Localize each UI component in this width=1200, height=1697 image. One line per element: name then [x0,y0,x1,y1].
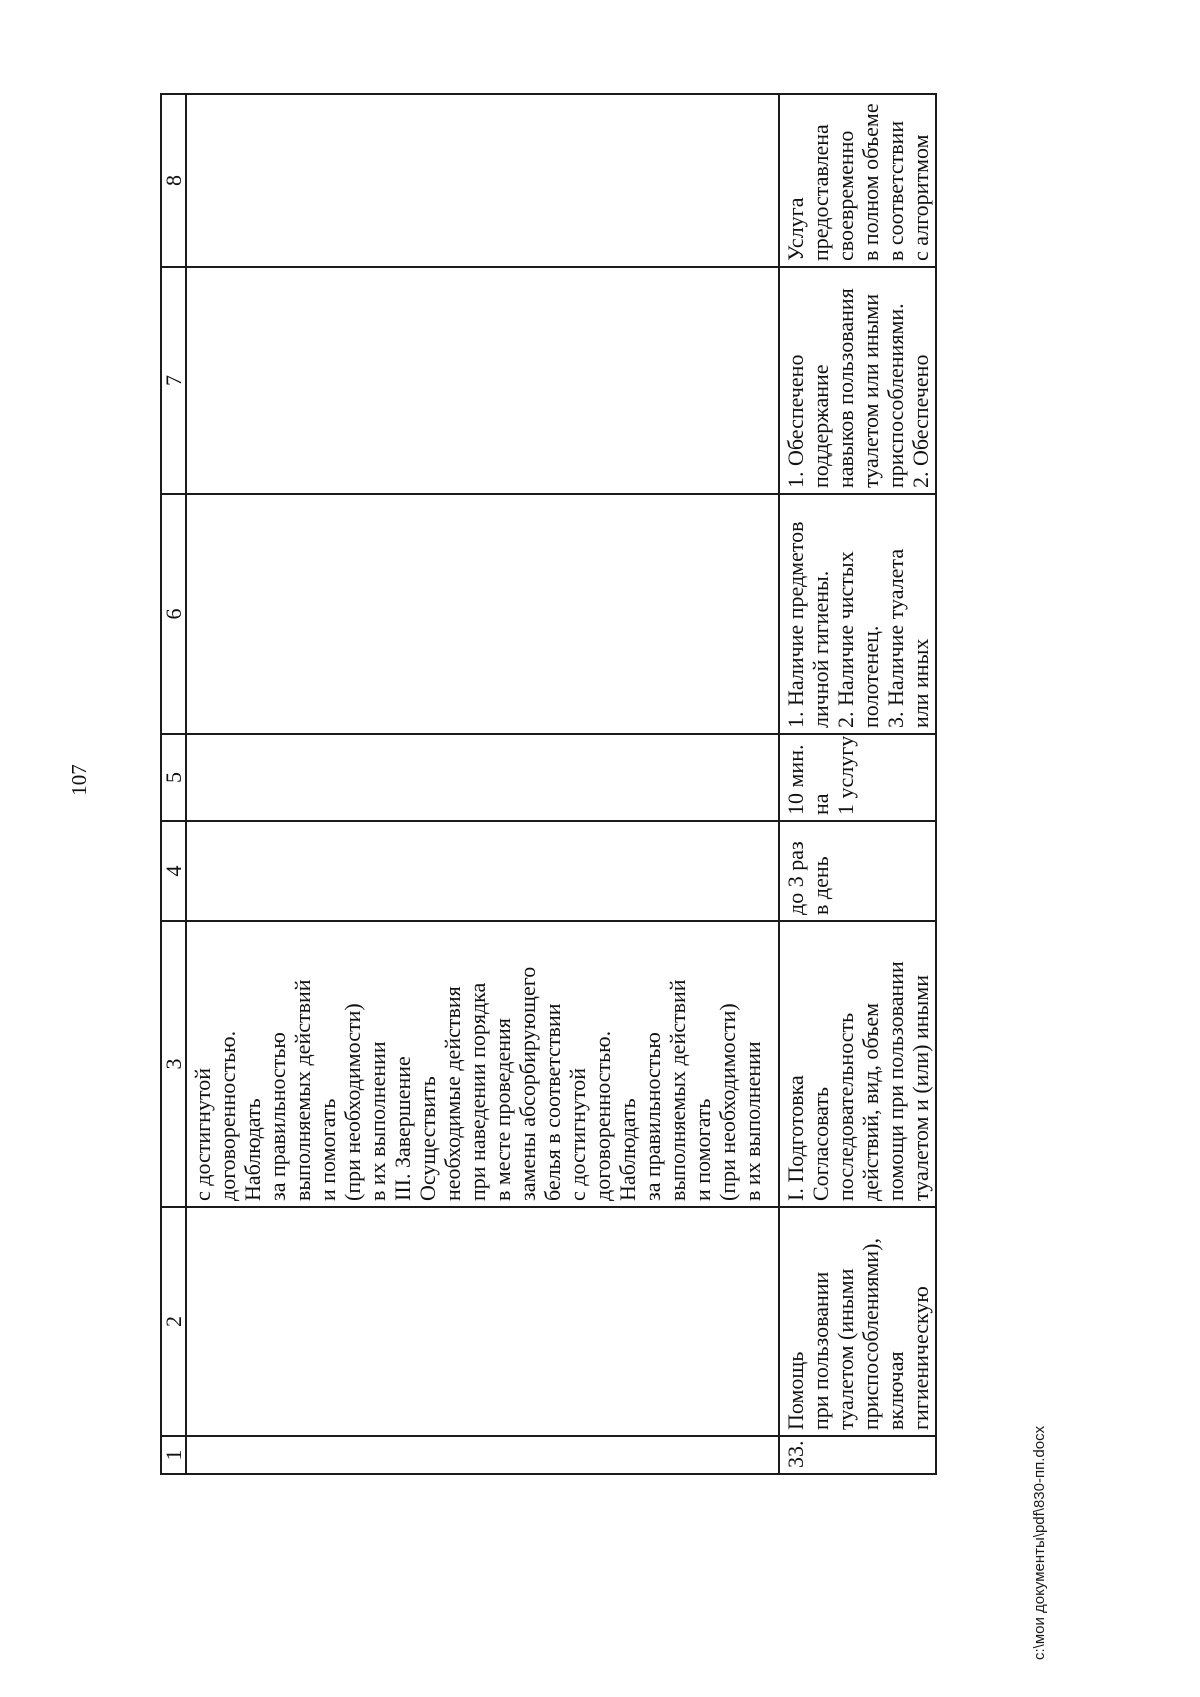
text-line: в полном объеме [858,103,883,261]
text-line: за правильностью [640,1032,665,1201]
text-line: туалетом и (или) иными [908,974,933,1201]
cell-row1-col6 [186,494,779,734]
text-line: 1. Обеспечено [783,354,808,488]
text-line: 1 услугу [833,735,858,815]
text-line: замены абсорбирующего [515,966,540,1201]
cell-row2-col7 [779,267,936,494]
text-line: последовательность [833,1012,858,1201]
text-line: в соответствии [883,120,908,261]
text-line: белья в соответствии [540,1003,565,1201]
text-line: на [808,793,833,815]
text-line: договоренностью. [215,1030,240,1201]
text-line: или иных [908,638,933,728]
text-line: личной гигиены. [808,570,833,728]
text-line: в их выполнении [740,1041,765,1201]
column-number-8: 8 [161,94,186,267]
text-line: предоставлена [808,124,833,261]
text-line: III. Завершение [390,1056,415,1201]
text-line: 33. [783,1440,808,1468]
column-number-4: 4 [161,821,186,921]
text-line: гигиеническую [908,1286,933,1430]
table-row [779,94,936,1474]
table-row [186,94,779,1474]
text-line: 2. Обеспечено [908,354,933,488]
text-line: Наблюдать [615,1098,640,1201]
text-line: с достигнутой [565,1067,590,1201]
column-number-6: 6 [161,494,186,734]
text-line: действий, вид, объем [858,1002,883,1201]
cell-row2-col1 [779,1436,936,1474]
text-line: в день [808,856,833,915]
text-line: выполняемых действий [665,979,690,1201]
cell-row2-col8 [779,94,936,267]
text-line: Услуга [783,197,808,261]
text-line: поддержание [808,364,833,488]
text-line: навыков пользования [833,288,858,488]
text-line: Помощь [783,1351,808,1430]
cell-row1-col8 [186,94,779,267]
text-line: с достигнутой [190,1067,215,1201]
text-line: необходимые действия [440,986,465,1201]
text-line: и помогать [690,1098,715,1201]
text-line: туалетом (иными [833,1268,858,1430]
text-line: в их выполнении [365,1041,390,1201]
cell-row1-col2 [186,1207,779,1436]
data-table [160,93,937,1475]
text-line: Согласовать [808,1086,833,1201]
text-line: своевременно [833,130,858,261]
cell-row2-col4 [779,821,936,921]
cell-row2-col5 [779,734,936,821]
text-line: 3. Наличие туалета [883,548,908,728]
cell-row1-col4 [186,821,779,921]
column-number-1: 1 [161,1436,186,1474]
column-number-3: 3 [161,921,186,1207]
text-line: и помогать [315,1098,340,1201]
text-line: Наблюдать [240,1098,265,1201]
text-line: 1. Наличие предметов [783,521,808,728]
cell-row2-col3 [779,921,936,1207]
text-line: Осуществить [415,1076,440,1201]
text-line: туалетом или иными [858,293,883,488]
text-line: при пользовании [808,1271,833,1430]
text-line: I. Подготовка [783,1075,808,1201]
text-line: (при необходимости) [715,1003,740,1201]
footer-file-path: c:\мои документы\pdf\830-пп.docx [1031,1425,1048,1660]
column-number-5: 5 [161,734,186,821]
text-line: с алгоритмом [908,134,933,261]
text-line: приспособлениями), [858,1238,883,1430]
cell-row1-col1 [186,1436,779,1474]
text-line: в месте проведения [490,1018,515,1201]
text-line: до 3 раз [783,841,808,915]
cell-row2-col6 [779,494,936,734]
text-line: 10 мин. [783,744,808,815]
text-line: 2. Наличие чистых [833,551,858,728]
column-number-2: 2 [161,1207,186,1436]
text-line: за правильностью [265,1032,290,1201]
text-line: (при необходимости) [340,1003,365,1201]
table-header-row [161,94,186,1474]
text-line: полотенец. [858,625,883,728]
cell-row1-col3 [186,921,779,1207]
cell-row1-col5 [186,734,779,821]
text-line: приспособлениями. [883,303,908,488]
text-line: помощи при пользовании [883,961,908,1201]
cell-row2-col2 [779,1207,936,1436]
cell-row1-col7 [186,267,779,494]
text-line: выполняемых действий [290,979,315,1201]
page-number: 107 [67,764,91,796]
column-number-7: 7 [161,267,186,494]
text-line: договоренностью. [590,1030,615,1201]
text-line: при наведении порядка [465,982,490,1201]
text-line: включая [883,1351,908,1430]
